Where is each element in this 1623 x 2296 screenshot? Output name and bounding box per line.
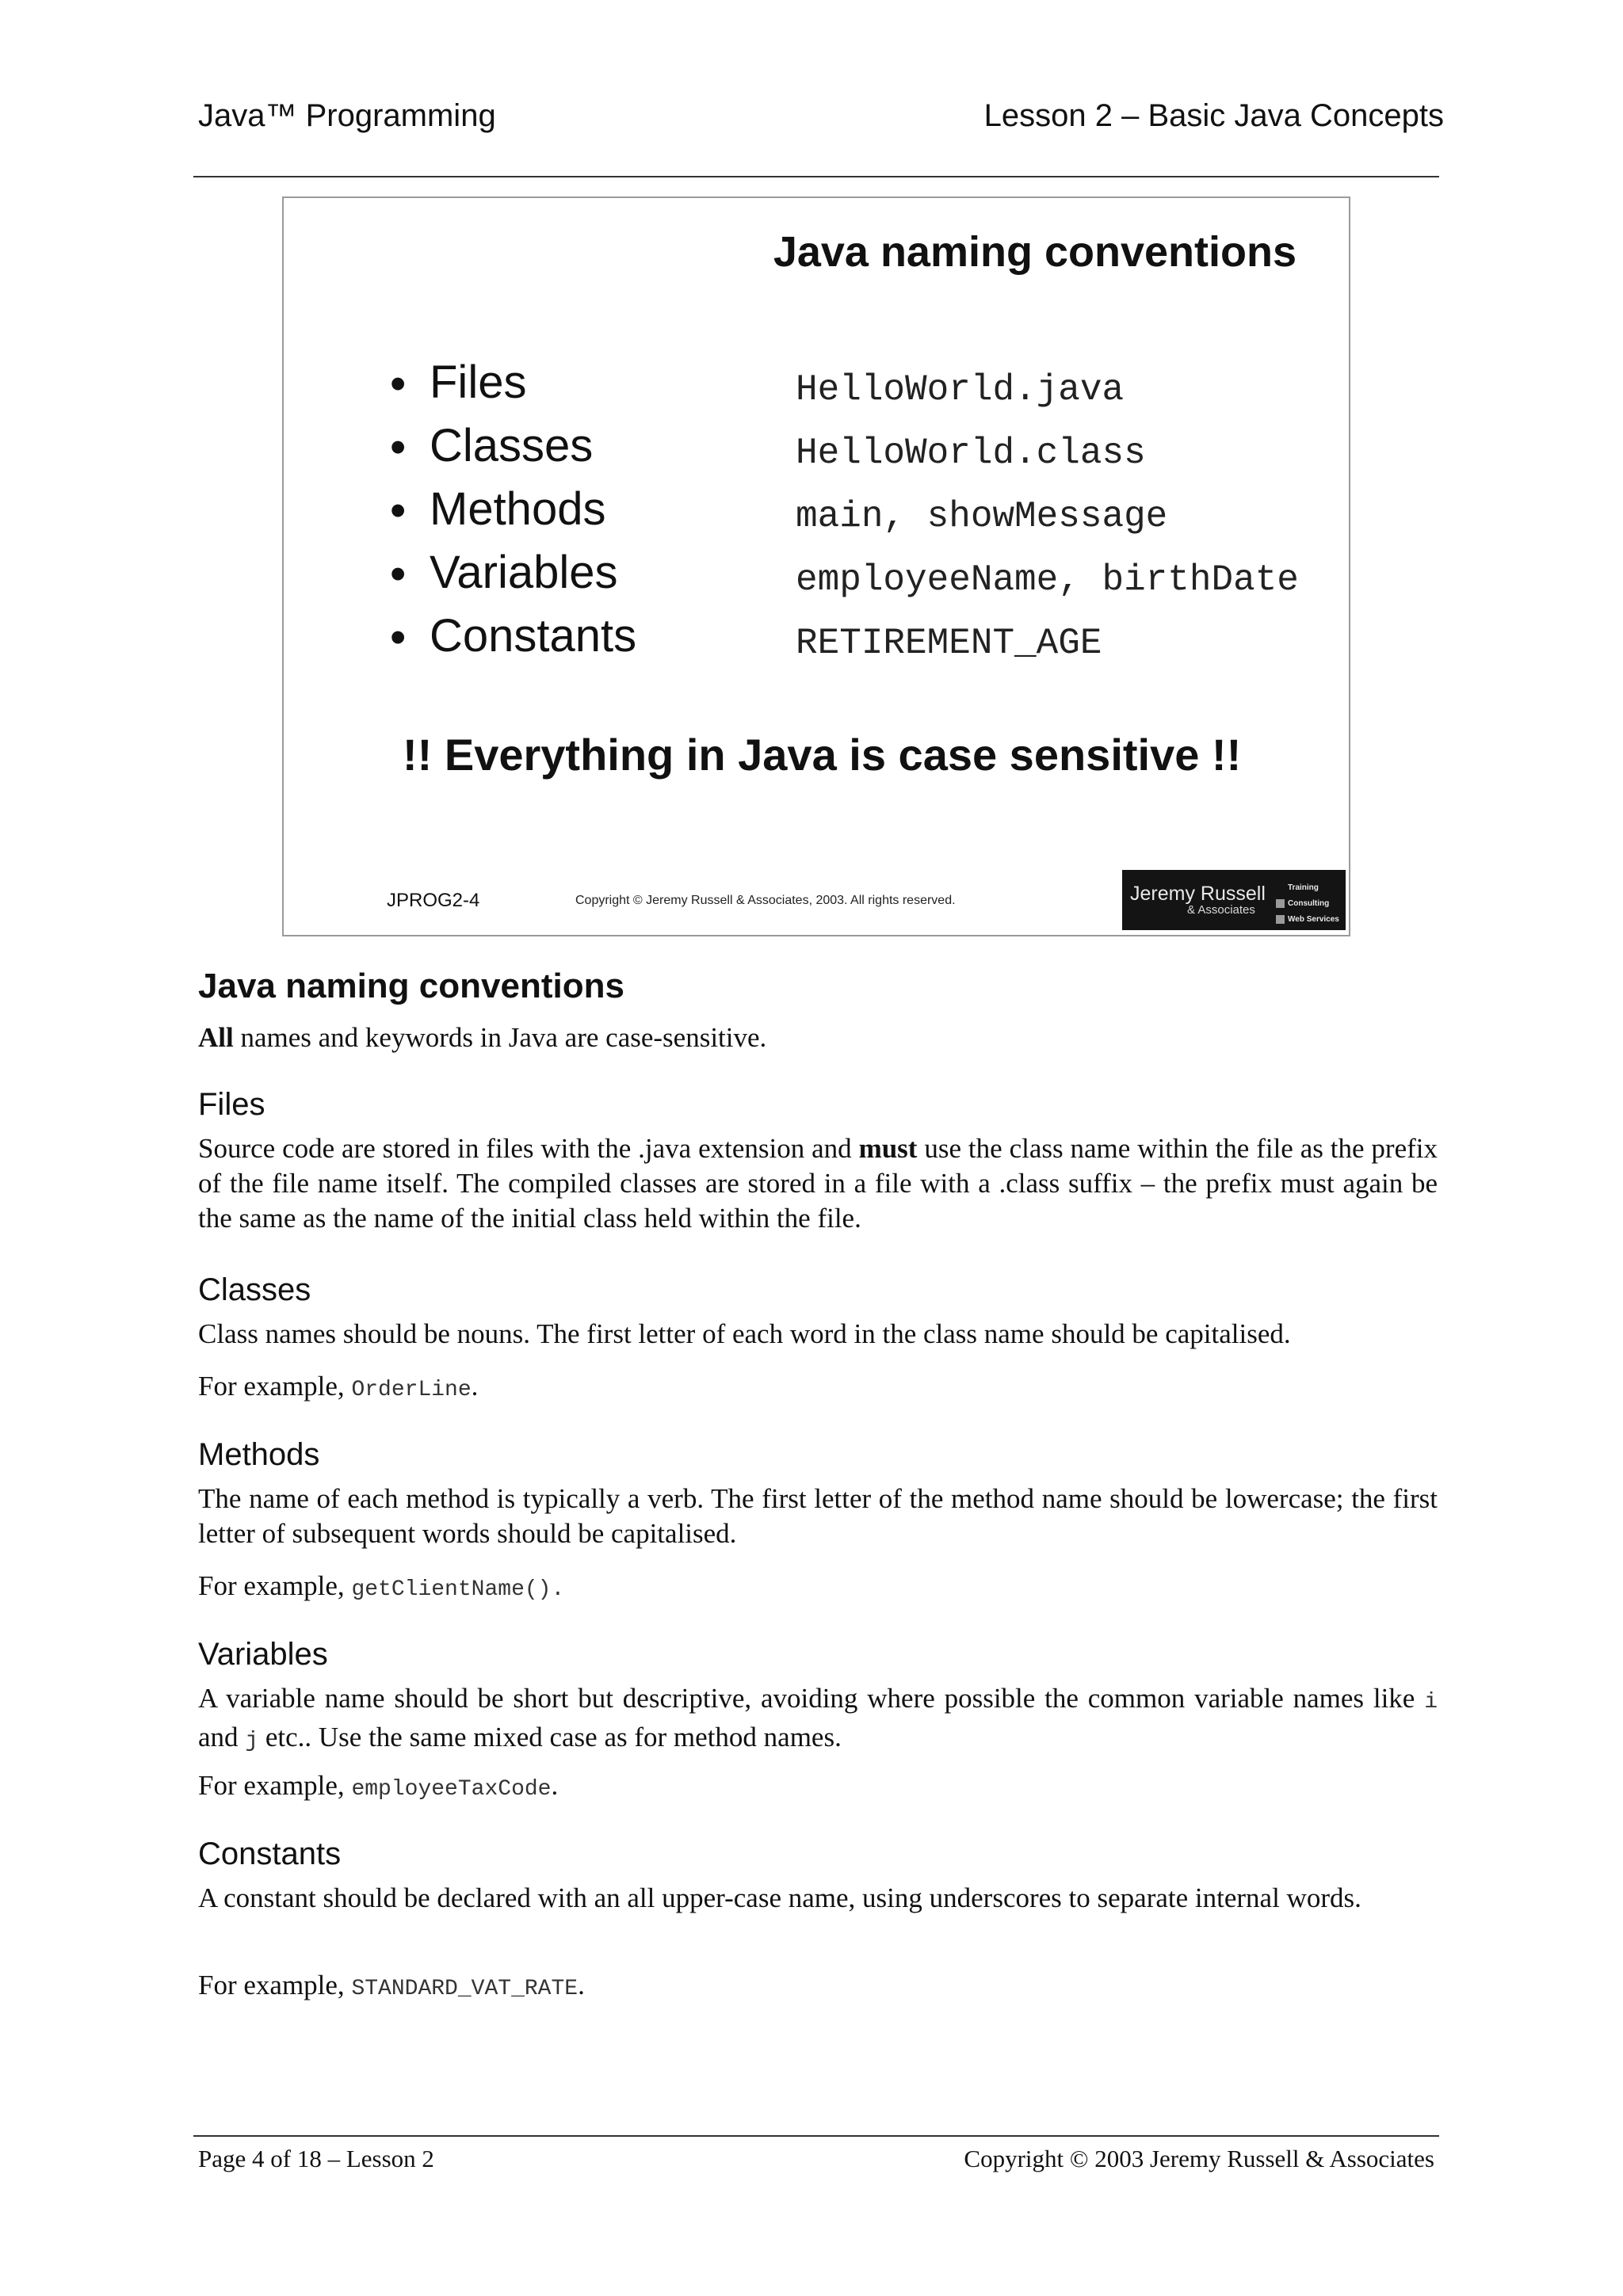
footer-divider (193, 2135, 1439, 2137)
square-icon (1276, 915, 1285, 924)
logo-service (1276, 879, 1339, 895)
constants-heading: Constants (198, 1836, 342, 1871)
slide-case-warning: !! Everything in Java is case sensitive !! (403, 730, 1242, 780)
bullet-label: Classes (430, 420, 594, 471)
example-code: getClientName(). (351, 1577, 565, 1602)
variables-paragraph (198, 1681, 1438, 1759)
methods-paragraph: The name of each method is typically a verb. The first letter of the method name should be lowercase; the first letter of subsequent words should be capitalised. (198, 1483, 1438, 1549)
slide-copyright: Copyright © Jeremy Russell & Associates, 2003. All rights reserved. (575, 894, 956, 907)
intro-paragraph (198, 1020, 766, 1055)
header-course-title: Java™ Programming (198, 98, 496, 133)
files-heading: Files (198, 1087, 265, 1122)
example-code: employeeTaxCode (351, 1777, 552, 1802)
bullet-label: Variables (430, 547, 618, 598)
logo-name: Jeremy Russell (1130, 883, 1266, 905)
variables-text-b: and (198, 1722, 246, 1753)
bullet-icon: • (390, 358, 407, 410)
example-prefix: For example, (198, 1770, 352, 1801)
example-prefix: For example, (198, 1570, 352, 1601)
classes-heading: Classes (198, 1272, 311, 1307)
slide-title: Java naming conventions (773, 228, 1296, 276)
constants-example (198, 1968, 1438, 2007)
bullet-icon: • (390, 548, 407, 600)
bullet-example: employeeName, birthDate (796, 559, 1299, 601)
variables-heading: Variables (198, 1637, 328, 1672)
example-code: OrderLine (351, 1378, 472, 1402)
bullet-icon: • (390, 421, 407, 473)
bullet-example: RETIREMENT_AGE (796, 623, 1102, 664)
files-paragraph (198, 1131, 1438, 1236)
logo-subtitle: & Associates (1187, 903, 1255, 917)
classes-paragraph: Class names should be nouns. The first letter of each word in the class name should be capitalised. (198, 1318, 1291, 1349)
logo-service (1276, 895, 1339, 911)
intro-bold: All (198, 1022, 234, 1053)
header-lesson-title: Lesson 2 – Basic Java Concepts (983, 98, 1444, 133)
logo-service-label: Training (1288, 883, 1319, 892)
code-j: j (245, 1729, 259, 1753)
bullet-label: Files (430, 357, 527, 408)
logo-service-label: Web Services (1288, 914, 1339, 924)
bullet-icon: • (390, 612, 407, 663)
example-suffix: . (551, 1770, 559, 1801)
files-text-a: Source code are stored in files with the .java extension and (198, 1133, 859, 1164)
logo-service-label: Consulting (1288, 898, 1330, 908)
methods-heading: Methods (198, 1437, 320, 1472)
bullet-label: Methods (430, 483, 606, 535)
classes-example (198, 1369, 1438, 1408)
example-prefix: For example, (198, 1970, 352, 2000)
code-i: i (1424, 1690, 1438, 1714)
example-prefix: For example, (198, 1371, 352, 1402)
section-title: Java naming conventions (198, 967, 624, 1005)
bullet-icon: • (390, 485, 407, 536)
bullet-label: Constants (430, 610, 637, 662)
files-text-b: use the class name within the file as the prefix of the file name itself. The compiled classes are stored in a file with a .class suffix – the prefix must again be the same as the name of the initial class held within the file. (198, 1133, 1438, 1234)
footer-page-number: Page 4 of 18 – Lesson 2 (198, 2145, 434, 2172)
slide-code: JPROG2-4 (387, 890, 480, 911)
methods-example (198, 1569, 1438, 1608)
example-code: STANDARD_VAT_RATE (351, 1977, 579, 2001)
header-divider (193, 176, 1439, 177)
intro-text: names and keywords in Java are case-sensitive. (233, 1022, 767, 1053)
logo-services (1276, 879, 1339, 927)
company-logo (1122, 870, 1346, 930)
bullet-example: main, showMessage (796, 496, 1168, 537)
bullet-example: HelloWorld.class (796, 433, 1146, 474)
bullet-example: HelloWorld.java (796, 369, 1125, 410)
variables-text-c: etc.. Use the same mixed case as for method names. (258, 1722, 842, 1753)
constants-paragraph: A constant should be declared with an all upper-case name, using underscores to separate internal words. (198, 1882, 1361, 1913)
slide-frame (282, 196, 1350, 936)
footer-copyright: Copyright © 2003 Jeremy Russell & Associates (964, 2145, 1434, 2172)
variables-example (198, 1768, 1438, 1807)
square-icon (1276, 899, 1285, 908)
variables-text-a: A variable name should be short but descriptive, avoiding where possible the common variable names like (198, 1683, 1425, 1714)
example-suffix: . (578, 1970, 585, 2000)
files-text-bold: must (858, 1133, 918, 1164)
logo-service (1276, 911, 1339, 927)
example-suffix: . (471, 1371, 479, 1402)
